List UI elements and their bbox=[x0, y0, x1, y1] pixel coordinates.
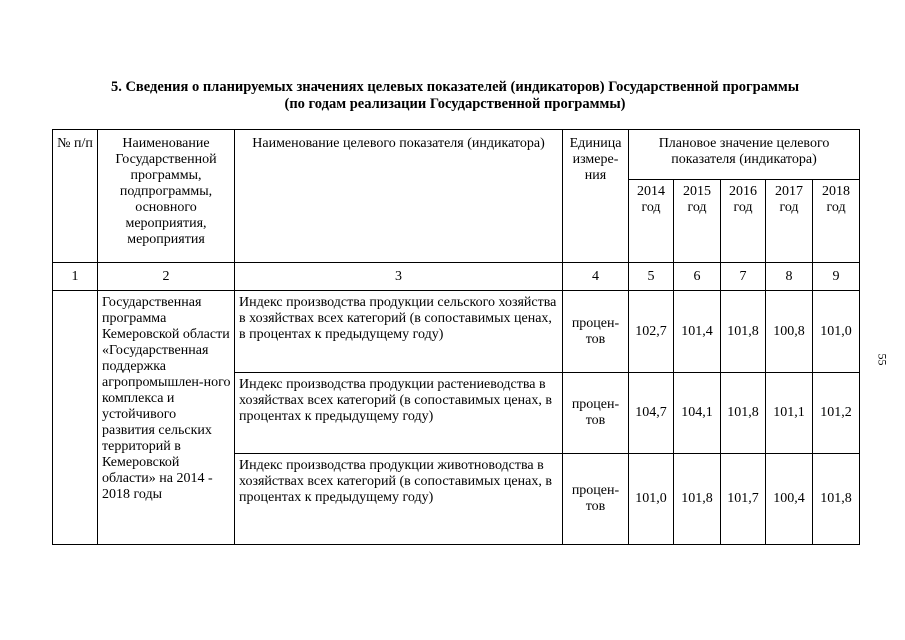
program-name-cell: Государственная программа Кемеровской области «Государственная поддержка агропромышлен-ного комплекса и устойчивого развития сельских территорий в Кемеровской области» на 2014 - 2018 годы bbox=[98, 291, 235, 545]
unit-cell: процен-тов bbox=[563, 291, 629, 373]
heading-line-2: (по годам реализации Государственной программы) bbox=[284, 96, 626, 112]
value-cell: 100,4 bbox=[766, 454, 813, 545]
value-cell: 101,8 bbox=[721, 373, 766, 454]
heading-number: 5 bbox=[110, 79, 119, 95]
value-cell: 100,8 bbox=[766, 291, 813, 373]
value-cell: 101,0 bbox=[813, 291, 860, 373]
heading-line-1 bbox=[52, 79, 858, 96]
value-cell: 104,7 bbox=[629, 373, 674, 454]
header-year: 2017 год bbox=[766, 180, 813, 263]
page-number: 55 bbox=[875, 353, 890, 366]
row-num-cell bbox=[53, 291, 98, 545]
indicator-name-cell: Индекс производства продукции растениеводства в хозяйствах всех категорий (в сопоставимых ценах, в процентах к предыдущему году) bbox=[235, 373, 563, 454]
indicator-name-cell: Индекс производства продукции сельского хозяйства в хозяйствах всех категорий (в сопоставимых ценах, в процентах к предыдущему году) bbox=[235, 291, 563, 373]
column-number: 6 bbox=[674, 263, 721, 291]
value-cell: 101,8 bbox=[813, 454, 860, 545]
unit-cell: процен-тов bbox=[563, 373, 629, 454]
header-row-1 bbox=[53, 130, 860, 180]
column-number: 3 bbox=[235, 263, 563, 291]
unit-cell: процен-тов bbox=[563, 454, 629, 545]
value-cell: 101,0 bbox=[629, 454, 674, 545]
column-number: 7 bbox=[721, 263, 766, 291]
header-year: 2014 год bbox=[629, 180, 674, 263]
value-cell: 101,1 bbox=[766, 373, 813, 454]
column-number: 9 bbox=[813, 263, 860, 291]
value-cell: 104,1 bbox=[674, 373, 721, 454]
header-program-name: Наименование Государственной программы, подпрограммы, основного мероприятия, мероприятия bbox=[98, 130, 235, 263]
column-number: 8 bbox=[766, 263, 813, 291]
section-heading bbox=[52, 79, 858, 113]
indicators-table bbox=[52, 129, 860, 545]
header-planned-value: Плановое значение целевого показателя (индикатора) bbox=[629, 130, 860, 180]
column-number: 1 bbox=[53, 263, 98, 291]
header-num: № п/п bbox=[53, 130, 98, 263]
header-year: 2016 год bbox=[721, 180, 766, 263]
indicator-name-cell: Индекс производства продукции животноводства в хозяйствах всех категорий (в сопоставимых ценах, в процентах к предыдущему году) bbox=[235, 454, 563, 545]
value-cell: 101,2 bbox=[813, 373, 860, 454]
header-year: 2015 год bbox=[674, 180, 721, 263]
value-cell: 101,7 bbox=[721, 454, 766, 545]
value-cell: 101,8 bbox=[674, 454, 721, 545]
header-year: 2018 год bbox=[813, 180, 860, 263]
header-indicator-name: Наименование целевого показателя (индикатора) bbox=[235, 130, 563, 263]
column-number: 5 bbox=[629, 263, 674, 291]
table-row bbox=[53, 291, 860, 373]
header-unit: Единица измере-ния bbox=[563, 130, 629, 263]
column-number: 4 bbox=[563, 263, 629, 291]
column-numbers-row bbox=[53, 263, 860, 291]
value-cell: 101,4 bbox=[674, 291, 721, 373]
value-cell: 102,7 bbox=[629, 291, 674, 373]
value-cell: 101,8 bbox=[721, 291, 766, 373]
column-number: 2 bbox=[98, 263, 235, 291]
heading-line-1-text: . Сведения о планируемых значениях целевых показателей (индикаторов) Государственной программы bbox=[118, 79, 800, 95]
